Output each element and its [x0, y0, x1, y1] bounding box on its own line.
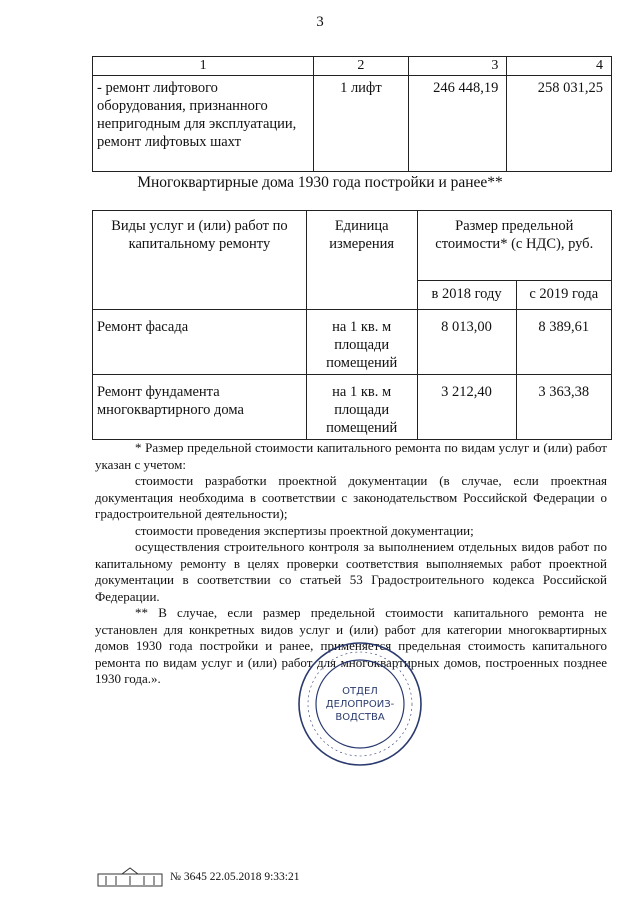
stamp-line-2: ДЕЛОПРОИЗ-	[325, 699, 395, 710]
col-number-1: 1	[93, 57, 314, 76]
cost-header: Размер предельной стоимости* (с НДС), руб.	[417, 211, 612, 281]
footer	[96, 866, 300, 888]
footnote-item: осуществления строительного контроля за выполнением отдельных видов работ по капитальному ремонту в целях проверки соответствия выполняемых работ проектной документации в соответствии со статьей 53 Градостроительного кодекса Российской Федерации.	[95, 539, 607, 604]
office-stamp	[296, 640, 424, 768]
document-registration-info: № 3645 22.05.2018 9:33:21	[170, 871, 300, 883]
column-number-row	[93, 57, 612, 76]
cost-table-continued	[92, 56, 612, 172]
footnote-2: ** В случае, если размер предельной стоимости капитального ремонта не установлен для конкретных видов услуг и (или) работ для категории многоквартирных домов 1930 года постройки и ранее, применяется предельная стоимость капитального ремонта по видам услуг и (или) работ для многоквартирных домов, построенных позднее 1930 года.».	[95, 605, 607, 686]
table-row	[93, 76, 612, 172]
building-logo-icon	[96, 866, 164, 888]
footnote-item: стоимости проведения экспертизы проектной документации;	[135, 522, 474, 538]
page-number: 3	[316, 14, 324, 30]
footnote-item: стоимости разработки проектной документации (в случае, если проектная документация необходима в соответствии с законодательством Российской Федерации о градостроительной деятельности);	[95, 473, 607, 521]
col-number-3: 3	[408, 57, 507, 76]
table-row	[93, 310, 612, 375]
value-2019-cell: 258 031,25	[507, 76, 612, 172]
section-title: Многоквартирные дома 1930 года постройки и ранее**	[137, 174, 503, 191]
work-type-cell: Ремонт фасада	[93, 310, 307, 375]
unit-cell: 1 лифт	[314, 76, 408, 172]
value-2018-cell: 3 212,40	[417, 375, 516, 440]
work-type-cell: - ремонт лифтового оборудования, признанного непригодным для эксплуатации, ремонт лифтовых шахт	[93, 76, 314, 172]
stamp-line-1: ОТДЕЛ	[342, 686, 378, 697]
work-type-header: Виды услуг и (или) работ по капитальному ремонту	[93, 211, 307, 310]
col-number-4: 4	[507, 57, 612, 76]
unit-cell: на 1 кв. м площади помещений	[306, 375, 417, 440]
value-2019-cell: 8 389,61	[516, 310, 611, 375]
col-number-2: 2	[314, 57, 408, 76]
cost-table-1930	[92, 210, 612, 440]
value-2018-cell: 8 013,00	[417, 310, 516, 375]
header-row	[93, 211, 612, 281]
footnote-1: * Размер предельной стоимости капитального ремонта по видам услуг и (или) работ указан с учетом:	[95, 440, 607, 472]
unit-header: Единица измерения	[306, 211, 417, 310]
table-row	[93, 375, 612, 440]
unit-cell: на 1 кв. м площади помещений	[306, 310, 417, 375]
year-2018-header: в 2018 году	[417, 281, 516, 310]
stamp-line-3: ВОДСТВА	[335, 712, 385, 723]
value-2019-cell: 3 363,38	[516, 375, 611, 440]
value-2018-cell: 246 448,19	[408, 76, 507, 172]
work-type-cell: Ремонт фундамента многоквартирного дома	[93, 375, 307, 440]
year-2019-header: с 2019 года	[516, 281, 611, 310]
